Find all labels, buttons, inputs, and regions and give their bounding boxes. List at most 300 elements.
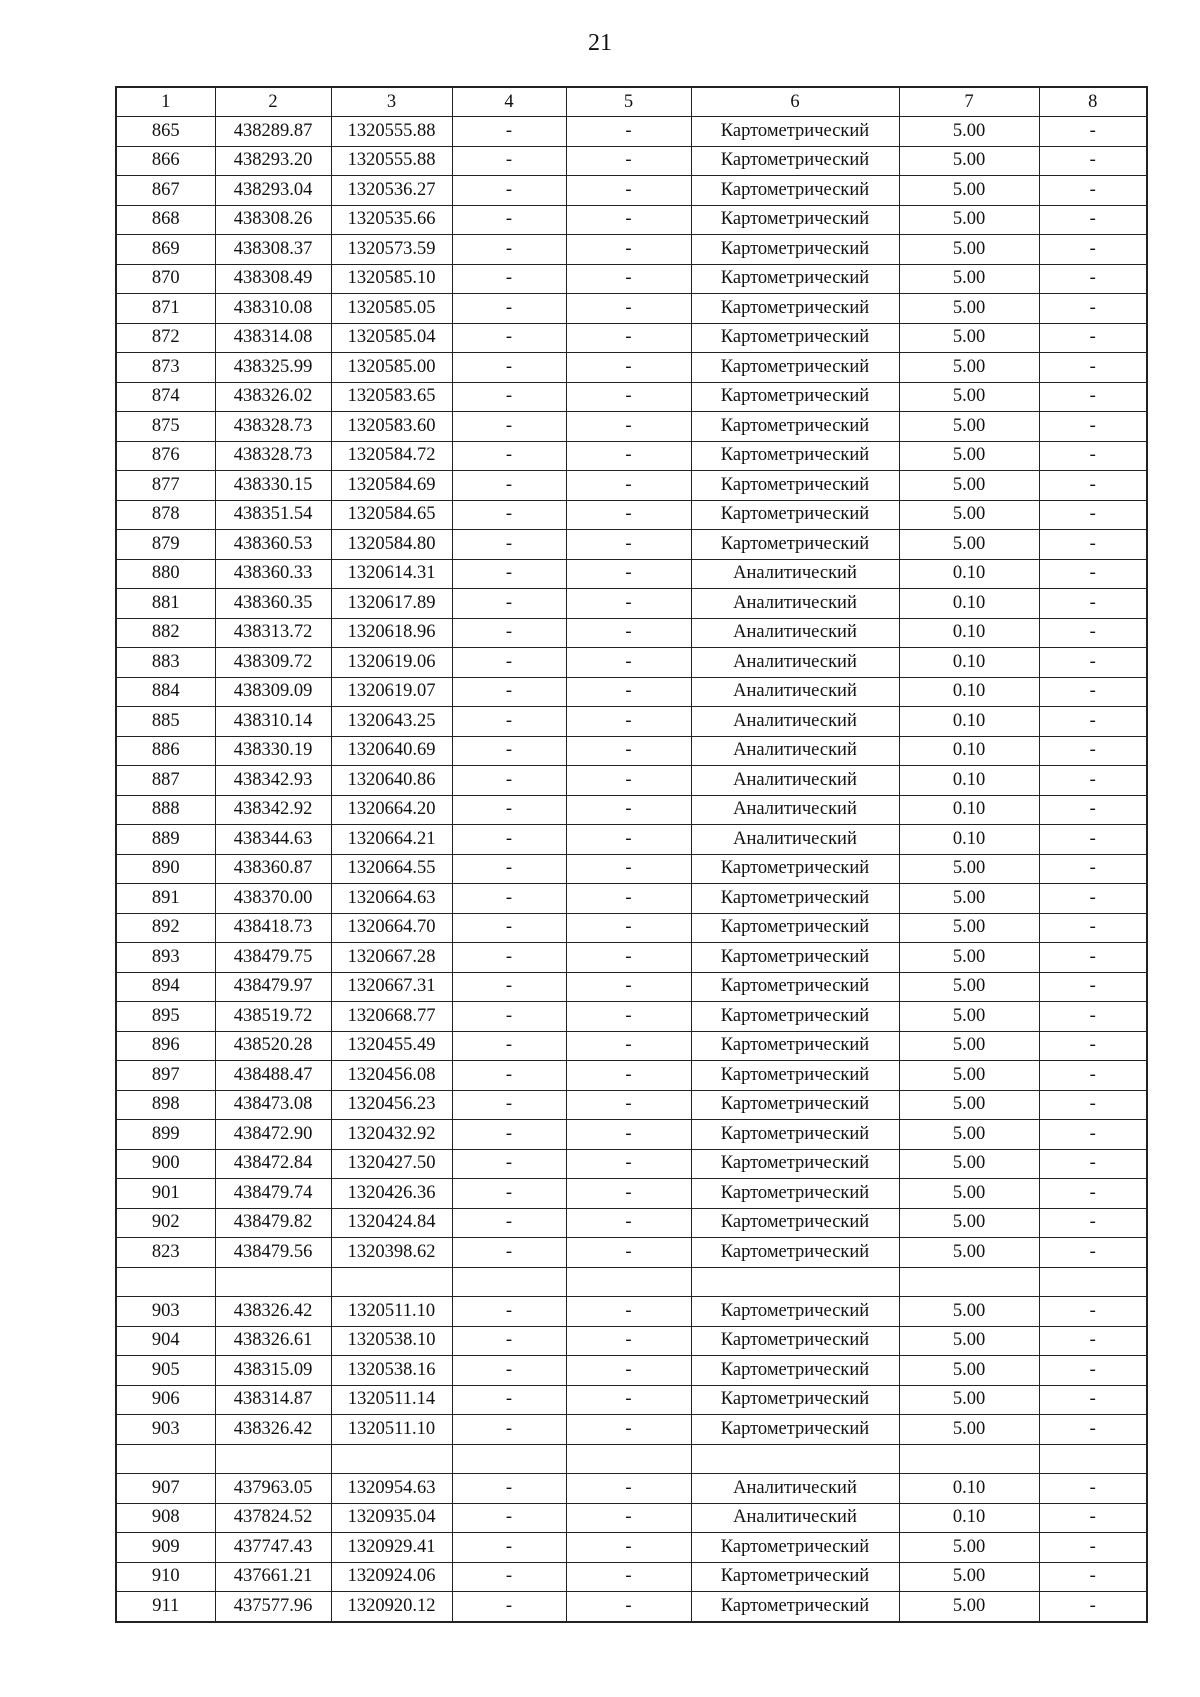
table-cell-x-coordinate: 438310.08 (215, 294, 331, 324)
table-cell-point-number: 880 (116, 559, 215, 589)
table-cell-accuracy: 5.00 (899, 1415, 1039, 1445)
table-cell-col-4: - (452, 1002, 566, 1032)
table-cell-accuracy: 0.10 (899, 648, 1039, 678)
table-cell-col-8: - (1039, 1179, 1147, 1209)
table-row (116, 117, 1147, 147)
table-row (116, 736, 1147, 766)
table-cell-method: Картометрический (691, 1031, 899, 1061)
table-cell-col-4: - (452, 441, 566, 471)
table-cell-method: Картометрический (691, 1356, 899, 1386)
table-cell-col-8: - (1039, 176, 1147, 206)
table-cell-accuracy: 0.10 (899, 677, 1039, 707)
table-cell-method: Картометрический (691, 471, 899, 501)
table-cell-accuracy: 5.00 (899, 530, 1039, 560)
table-cell-y-coordinate: 1320664.21 (331, 825, 452, 855)
table-cell-x-coordinate: 438344.63 (215, 825, 331, 855)
table-cell-col-4: - (452, 205, 566, 235)
table-row (116, 972, 1147, 1002)
table-cell-x-coordinate: 438351.54 (215, 500, 331, 530)
table-cell-point-number: 906 (116, 1385, 215, 1415)
table-cell-accuracy: 5.00 (899, 943, 1039, 973)
table-cell-accuracy: 5.00 (899, 441, 1039, 471)
table-cell-accuracy: 0.10 (899, 795, 1039, 825)
table-cell-col-8: - (1039, 1002, 1147, 1032)
table-cell-col-4: - (452, 736, 566, 766)
table-cell-col-8: - (1039, 205, 1147, 235)
table-cell-accuracy: 5.00 (899, 1562, 1039, 1592)
table-cell-col-4: - (452, 1592, 566, 1622)
table-cell-col-5: - (566, 353, 691, 383)
table-cell-accuracy: 5.00 (899, 117, 1039, 147)
table-cell-col-5: - (566, 500, 691, 530)
table-row (116, 795, 1147, 825)
table-cell-point-number: 900 (116, 1149, 215, 1179)
table-cell-col-4: - (452, 353, 566, 383)
table-cell-col-5: - (566, 1238, 691, 1268)
table-cell-point-number: 882 (116, 618, 215, 648)
table-cell-point-number: 894 (116, 972, 215, 1002)
table-cell-x-coordinate: 438360.87 (215, 854, 331, 884)
table-cell-col-8: - (1039, 441, 1147, 471)
table-cell-point-number: 886 (116, 736, 215, 766)
table-cell-method: Картометрический (691, 500, 899, 530)
table-cell-col-4: - (452, 1562, 566, 1592)
table-cell-col-5: - (566, 1297, 691, 1327)
table-cell-point-number: 869 (116, 235, 215, 265)
table-cell-y-coordinate: 1320664.20 (331, 795, 452, 825)
table-cell-col-5: - (566, 264, 691, 294)
table-cell-col-4: - (452, 176, 566, 206)
table-cell-y-coordinate: 1320511.14 (331, 1385, 452, 1415)
table-cell-col-8: - (1039, 1061, 1147, 1091)
table-cell-point-number: 898 (116, 1090, 215, 1120)
table-cell-x-coordinate: 438342.93 (215, 766, 331, 796)
table-cell-col-8: - (1039, 677, 1147, 707)
table-cell-method: Аналитический (691, 825, 899, 855)
table-cell-x-coordinate: 438289.87 (215, 117, 331, 147)
table-cell-x-coordinate: 437747.43 (215, 1533, 331, 1563)
table-cell-x-coordinate: 438308.49 (215, 264, 331, 294)
table-cell-x-coordinate: 438308.26 (215, 205, 331, 235)
table-cell-y-coordinate (331, 1267, 452, 1297)
table-cell-accuracy: 5.00 (899, 1356, 1039, 1386)
table-cell-point-number: 891 (116, 884, 215, 914)
table-cell-x-coordinate: 438309.72 (215, 648, 331, 678)
table-row (116, 1444, 1147, 1474)
table-row (116, 235, 1147, 265)
table-cell-y-coordinate: 1320664.55 (331, 854, 452, 884)
table-cell-accuracy: 5.00 (899, 913, 1039, 943)
table-cell-accuracy: 0.10 (899, 707, 1039, 737)
table-cell-accuracy: 5.00 (899, 1238, 1039, 1268)
table-cell-col-5: - (566, 235, 691, 265)
table-cell-col-8: - (1039, 707, 1147, 737)
table-cell-col-5: - (566, 1090, 691, 1120)
table-cell-col-4: - (452, 1356, 566, 1386)
table-cell-point-number: 883 (116, 648, 215, 678)
table-row (116, 1415, 1147, 1445)
table-cell-method: Картометрический (691, 1297, 899, 1327)
table-cell-x-coordinate: 438314.08 (215, 323, 331, 353)
table-cell-col-8: - (1039, 323, 1147, 353)
table-cell-accuracy: 5.00 (899, 294, 1039, 324)
table-row (116, 943, 1147, 973)
table-cell-method: Аналитический (691, 736, 899, 766)
table-cell-y-coordinate: 1320455.49 (331, 1031, 452, 1061)
table-cell-col-5: - (566, 1149, 691, 1179)
table-cell-method: Картометрический (691, 382, 899, 412)
table-cell-method: Аналитический (691, 677, 899, 707)
table-cell-col-5: - (566, 117, 691, 147)
table-row (116, 913, 1147, 943)
table-cell-method: Картометрический (691, 1385, 899, 1415)
table-cell-point-number (116, 1267, 215, 1297)
table-cell-x-coordinate: 438315.09 (215, 1356, 331, 1386)
table-cell-y-coordinate: 1320667.31 (331, 972, 452, 1002)
table-cell-col-8: - (1039, 972, 1147, 1002)
table-cell-col-4: - (452, 677, 566, 707)
table-cell-x-coordinate: 438326.02 (215, 382, 331, 412)
table-cell-point-number: 909 (116, 1533, 215, 1563)
table-cell-col-5: - (566, 1415, 691, 1445)
table-cell-accuracy: 5.00 (899, 205, 1039, 235)
table-cell-y-coordinate: 1320668.77 (331, 1002, 452, 1032)
table-cell-accuracy: 5.00 (899, 323, 1039, 353)
table-cell-y-coordinate: 1320619.07 (331, 677, 452, 707)
table-cell-col-5: - (566, 1179, 691, 1209)
table-cell-col-8: - (1039, 1562, 1147, 1592)
table-cell-accuracy: 5.00 (899, 382, 1039, 412)
table-cell-y-coordinate: 1320536.27 (331, 176, 452, 206)
table-cell-col-8: - (1039, 471, 1147, 501)
table-cell-point-number: 884 (116, 677, 215, 707)
table-cell-method: Аналитический (691, 589, 899, 619)
table-cell-col-4 (452, 1267, 566, 1297)
table-cell-col-8 (1039, 1444, 1147, 1474)
table-cell-col-8: - (1039, 618, 1147, 648)
table-cell-y-coordinate: 1320555.88 (331, 117, 452, 147)
table-cell-x-coordinate: 438473.08 (215, 1090, 331, 1120)
table-row (116, 1149, 1147, 1179)
table-cell-method: Картометрический (691, 530, 899, 560)
table-cell-col-8: - (1039, 1592, 1147, 1622)
table-cell-accuracy: 5.00 (899, 500, 1039, 530)
table-cell-method: Аналитический (691, 648, 899, 678)
table-cell-y-coordinate: 1320585.05 (331, 294, 452, 324)
table-cell-point-number: 904 (116, 1326, 215, 1356)
table-cell-col-8: - (1039, 146, 1147, 176)
table-cell-point-number: 895 (116, 1002, 215, 1032)
table-cell-col-8: - (1039, 382, 1147, 412)
table-cell-x-coordinate: 438479.97 (215, 972, 331, 1002)
table-cell-x-coordinate: 438325.99 (215, 353, 331, 383)
table-cell-method: Аналитический (691, 1503, 899, 1533)
table-row (116, 648, 1147, 678)
table-cell-y-coordinate: 1320585.04 (331, 323, 452, 353)
table-cell-point-number: 890 (116, 854, 215, 884)
table-cell-col-5: - (566, 1356, 691, 1386)
table-cell-col-8: - (1039, 1474, 1147, 1504)
table-cell-y-coordinate: 1320555.88 (331, 146, 452, 176)
table-cell-col-4: - (452, 1385, 566, 1415)
table-cell-method: Аналитический (691, 766, 899, 796)
table-row (116, 1297, 1147, 1327)
table-cell-col-5: - (566, 677, 691, 707)
table-cell-col-5: - (566, 1002, 691, 1032)
table-cell-col-5: - (566, 323, 691, 353)
table-cell-accuracy: 5.00 (899, 1592, 1039, 1622)
table-cell-y-coordinate: 1320584.80 (331, 530, 452, 560)
table-cell-col-5: - (566, 1562, 691, 1592)
table-cell-col-4: - (452, 382, 566, 412)
table-cell-x-coordinate: 438293.04 (215, 176, 331, 206)
table-cell-y-coordinate: 1320643.25 (331, 707, 452, 737)
table-cell-y-coordinate: 1320584.72 (331, 441, 452, 471)
table-cell-method: Картометрический (691, 1061, 899, 1091)
table-cell-col-4: - (452, 530, 566, 560)
table-cell-col-8: - (1039, 235, 1147, 265)
table-cell-x-coordinate: 438360.35 (215, 589, 331, 619)
table-cell-col-8: - (1039, 1326, 1147, 1356)
table-cell-x-coordinate: 438314.87 (215, 1385, 331, 1415)
column-header: 4 (452, 87, 566, 117)
table-cell-method: Картометрический (691, 176, 899, 206)
table-cell-col-4: - (452, 1149, 566, 1179)
table-cell-col-5: - (566, 736, 691, 766)
table-cell-col-5: - (566, 913, 691, 943)
table-cell-x-coordinate: 438418.73 (215, 913, 331, 943)
table-cell-point-number: 897 (116, 1061, 215, 1091)
table-row (116, 825, 1147, 855)
table-cell-col-8: - (1039, 1385, 1147, 1415)
column-header: 2 (215, 87, 331, 117)
table-cell-col-4: - (452, 972, 566, 1002)
table-cell-col-5: - (566, 471, 691, 501)
table-row (116, 1267, 1147, 1297)
table-cell-method: Картометрический (691, 1415, 899, 1445)
table-cell-y-coordinate: 1320640.69 (331, 736, 452, 766)
table-cell-y-coordinate: 1320924.06 (331, 1562, 452, 1592)
table-cell-y-coordinate: 1320538.10 (331, 1326, 452, 1356)
table-cell-accuracy: 0.10 (899, 618, 1039, 648)
coordinates-table (115, 86, 1148, 1623)
table-cell-col-4: - (452, 766, 566, 796)
table-cell-accuracy: 0.10 (899, 559, 1039, 589)
table-row (116, 205, 1147, 235)
table-cell-col-8: - (1039, 530, 1147, 560)
table-cell-col-4: - (452, 117, 566, 147)
table-cell-col-4: - (452, 1238, 566, 1268)
table-cell-col-4: - (452, 412, 566, 442)
table-cell-col-8: - (1039, 795, 1147, 825)
table-cell-method: Картометрический (691, 235, 899, 265)
table-cell-accuracy (899, 1267, 1039, 1297)
table-cell-x-coordinate: 438326.42 (215, 1415, 331, 1445)
table-row (116, 176, 1147, 206)
table-row (116, 1179, 1147, 1209)
table-cell-accuracy: 0.10 (899, 1474, 1039, 1504)
table-cell-x-coordinate: 438519.72 (215, 1002, 331, 1032)
table-cell-col-8: - (1039, 412, 1147, 442)
table-cell-col-5: - (566, 1385, 691, 1415)
table-cell-accuracy: 5.00 (899, 1149, 1039, 1179)
table-cell-y-coordinate: 1320614.31 (331, 559, 452, 589)
table-cell-method: Картометрический (691, 943, 899, 973)
table-cell-col-8: - (1039, 913, 1147, 943)
table-cell-col-8: - (1039, 117, 1147, 147)
table-cell-col-5: - (566, 825, 691, 855)
table-row (116, 1474, 1147, 1504)
table-cell-accuracy: 5.00 (899, 972, 1039, 1002)
table-cell-y-coordinate: 1320585.10 (331, 264, 452, 294)
table-cell-col-4 (452, 1444, 566, 1474)
table-cell-col-4: - (452, 1503, 566, 1533)
table-cell-y-coordinate: 1320954.63 (331, 1474, 452, 1504)
table-cell-col-4: - (452, 589, 566, 619)
table-row (116, 500, 1147, 530)
table-cell-col-8: - (1039, 1031, 1147, 1061)
table-cell-col-5: - (566, 589, 691, 619)
table-cell-accuracy: 5.00 (899, 1031, 1039, 1061)
table-cell-method: Картометрический (691, 1238, 899, 1268)
table-cell-col-5: - (566, 1326, 691, 1356)
table-body (116, 117, 1147, 1622)
table-cell-col-4: - (452, 1297, 566, 1327)
table-cell-point-number: 908 (116, 1503, 215, 1533)
table-cell-col-5: - (566, 1592, 691, 1622)
table-cell-x-coordinate: 438330.15 (215, 471, 331, 501)
table-cell-col-8: - (1039, 1415, 1147, 1445)
table-cell-accuracy: 0.10 (899, 766, 1039, 796)
table-cell-col-5: - (566, 618, 691, 648)
table-cell-x-coordinate: 438313.72 (215, 618, 331, 648)
table-cell-col-5: - (566, 707, 691, 737)
table-cell-accuracy: 5.00 (899, 1385, 1039, 1415)
table-cell-y-coordinate: 1320427.50 (331, 1149, 452, 1179)
table-cell-y-coordinate: 1320432.92 (331, 1120, 452, 1150)
table-cell-y-coordinate: 1320398.62 (331, 1238, 452, 1268)
table-cell-col-8: - (1039, 1208, 1147, 1238)
table-cell-method: Картометрический (691, 294, 899, 324)
table-cell-col-5: - (566, 205, 691, 235)
table-cell-point-number: 896 (116, 1031, 215, 1061)
table-cell-col-4: - (452, 471, 566, 501)
table-cell-method: Картометрический (691, 1592, 899, 1622)
table-cell-x-coordinate: 437824.52 (215, 1503, 331, 1533)
table-cell-col-5: - (566, 294, 691, 324)
table-cell-point-number: 892 (116, 913, 215, 943)
table-cell-col-5: - (566, 1474, 691, 1504)
table-cell-accuracy: 5.00 (899, 235, 1039, 265)
table-cell-accuracy: 5.00 (899, 471, 1039, 501)
table-cell-method: Картометрический (691, 1120, 899, 1150)
table-cell-y-coordinate: 1320511.10 (331, 1297, 452, 1327)
table-cell-accuracy: 5.00 (899, 1090, 1039, 1120)
table-cell-col-5: - (566, 1031, 691, 1061)
table-cell-col-5: - (566, 943, 691, 973)
table-cell-point-number: 879 (116, 530, 215, 560)
table-cell-col-4: - (452, 1031, 566, 1061)
table-cell-col-8: - (1039, 854, 1147, 884)
table-cell-y-coordinate: 1320584.65 (331, 500, 452, 530)
table-cell-y-coordinate: 1320617.89 (331, 589, 452, 619)
column-header: 8 (1039, 87, 1147, 117)
table-cell-col-5: - (566, 382, 691, 412)
table-row (116, 1090, 1147, 1120)
table-cell-point-number: 868 (116, 205, 215, 235)
table-cell-method: Картометрический (691, 1090, 899, 1120)
table-cell-accuracy: 5.00 (899, 176, 1039, 206)
table-row (116, 1356, 1147, 1386)
table-cell-col-8: - (1039, 559, 1147, 589)
table-cell-y-coordinate: 1320640.86 (331, 766, 452, 796)
table-cell-col-5: - (566, 854, 691, 884)
table-cell-col-5 (566, 1267, 691, 1297)
table-cell-y-coordinate: 1320535.66 (331, 205, 452, 235)
table-cell-point-number: 887 (116, 766, 215, 796)
table-cell-col-8: - (1039, 1503, 1147, 1533)
table-cell-col-4: - (452, 1533, 566, 1563)
table-cell-x-coordinate: 438342.92 (215, 795, 331, 825)
table-row (116, 412, 1147, 442)
table-cell-x-coordinate: 437963.05 (215, 1474, 331, 1504)
table-cell-col-4: - (452, 825, 566, 855)
table-row (116, 677, 1147, 707)
table-cell-point-number (116, 1444, 215, 1474)
table-cell-x-coordinate: 438293.20 (215, 146, 331, 176)
table-cell-x-coordinate: 438479.56 (215, 1238, 331, 1268)
table-cell-method (691, 1267, 899, 1297)
table-cell-accuracy: 0.10 (899, 825, 1039, 855)
table-cell-point-number: 902 (116, 1208, 215, 1238)
table-cell-col-4: - (452, 854, 566, 884)
table-row (116, 884, 1147, 914)
table-cell-point-number: 901 (116, 1179, 215, 1209)
table-cell-point-number: 871 (116, 294, 215, 324)
table-cell-col-8: - (1039, 1090, 1147, 1120)
table-cell-x-coordinate: 438330.19 (215, 736, 331, 766)
table-cell-point-number: 885 (116, 707, 215, 737)
table-row (116, 1385, 1147, 1415)
table-cell-x-coordinate: 437661.21 (215, 1562, 331, 1592)
table-cell-accuracy: 5.00 (899, 1179, 1039, 1209)
table-cell-method: Картометрический (691, 1179, 899, 1209)
table-cell-x-coordinate: 438520.28 (215, 1031, 331, 1061)
table-cell-method: Аналитический (691, 1474, 899, 1504)
table-cell-point-number: 823 (116, 1238, 215, 1268)
table-cell-x-coordinate: 438326.42 (215, 1297, 331, 1327)
table-cell-col-8: - (1039, 884, 1147, 914)
table-cell-y-coordinate: 1320583.60 (331, 412, 452, 442)
table-cell-accuracy: 5.00 (899, 1326, 1039, 1356)
table-cell-col-4: - (452, 559, 566, 589)
table-cell-col-8: - (1039, 294, 1147, 324)
table-cell-method: Картометрический (691, 1149, 899, 1179)
table-cell-x-coordinate: 438370.00 (215, 884, 331, 914)
table-cell-method: Аналитический (691, 559, 899, 589)
table-row (116, 441, 1147, 471)
table-row (116, 1533, 1147, 1563)
table-cell-y-coordinate: 1320538.16 (331, 1356, 452, 1386)
table-cell-method: Картометрический (691, 1208, 899, 1238)
table-cell-method: Аналитический (691, 618, 899, 648)
table-cell-point-number: 875 (116, 412, 215, 442)
column-header: 1 (116, 87, 215, 117)
table-row (116, 323, 1147, 353)
table-cell-col-8: - (1039, 943, 1147, 973)
table-cell-y-coordinate: 1320667.28 (331, 943, 452, 973)
table-row (116, 353, 1147, 383)
